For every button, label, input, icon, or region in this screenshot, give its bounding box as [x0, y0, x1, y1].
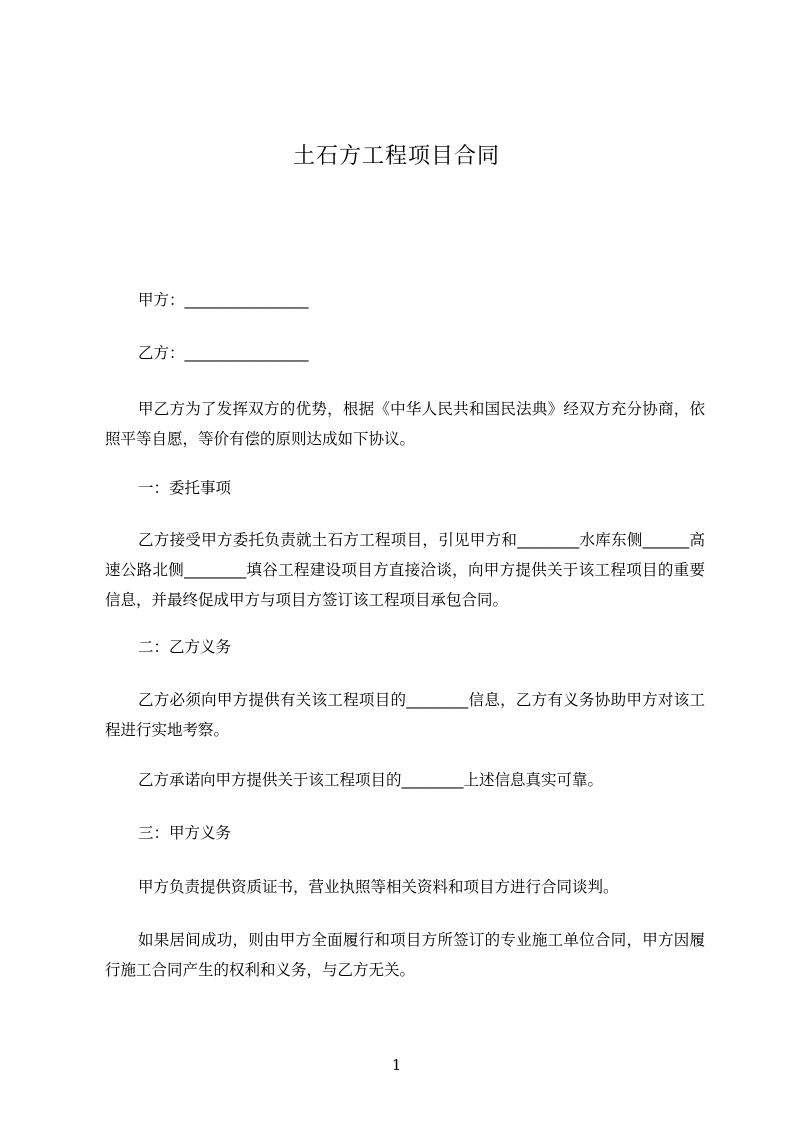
party-a-line: 甲方：________________: [138, 291, 309, 309]
section-3-paragraph-2: 如果居间成功，则由甲方全面履行和项目方所签订的专业施工单位合同，甲方因履行施工合同产生的权利和义务，与乙方无关。: [105, 931, 705, 979]
section-2-paragraph-2: 乙方承诺向甲方提供关于该工程项目的________上述信息真实可靠。: [138, 771, 604, 789]
intro-paragraph: 甲乙方为了发挥双方的优势，根据《中华人民共和国民法典》经双方充分协商，依照平等自愿，等价有偿的原则达成如下协议。: [105, 400, 705, 448]
section-1-paragraph: 乙方接受甲方委托负责就土石方工程项目，引见甲方和________水库东侧______高速公路北侧________填谷工程建设项目方直接洽谈，向甲方提供关于该工程项目的重要信息，并最终促成甲方与项目方签订该工程项目承包合同。: [105, 531, 705, 609]
section-2-paragraph-1: 乙方必须向甲方提供有关该工程项目的________信息，乙方有义务协助甲方对该工程进行实地考察。: [105, 691, 705, 739]
section-3-heading: 三：甲方义务: [138, 824, 232, 842]
section-2-heading: 二：乙方义务: [138, 638, 232, 656]
document-title: 土石方工程项目合同: [292, 144, 500, 169]
section-3-paragraph-1: 甲方负责提供资质证书，营业执照等相关资料和项目方进行合同谈判。: [138, 878, 619, 896]
party-b-line: 乙方：________________: [138, 344, 309, 362]
section-1-heading: 一：委托事项: [138, 479, 232, 497]
page-number: 1: [391, 1056, 402, 1074]
